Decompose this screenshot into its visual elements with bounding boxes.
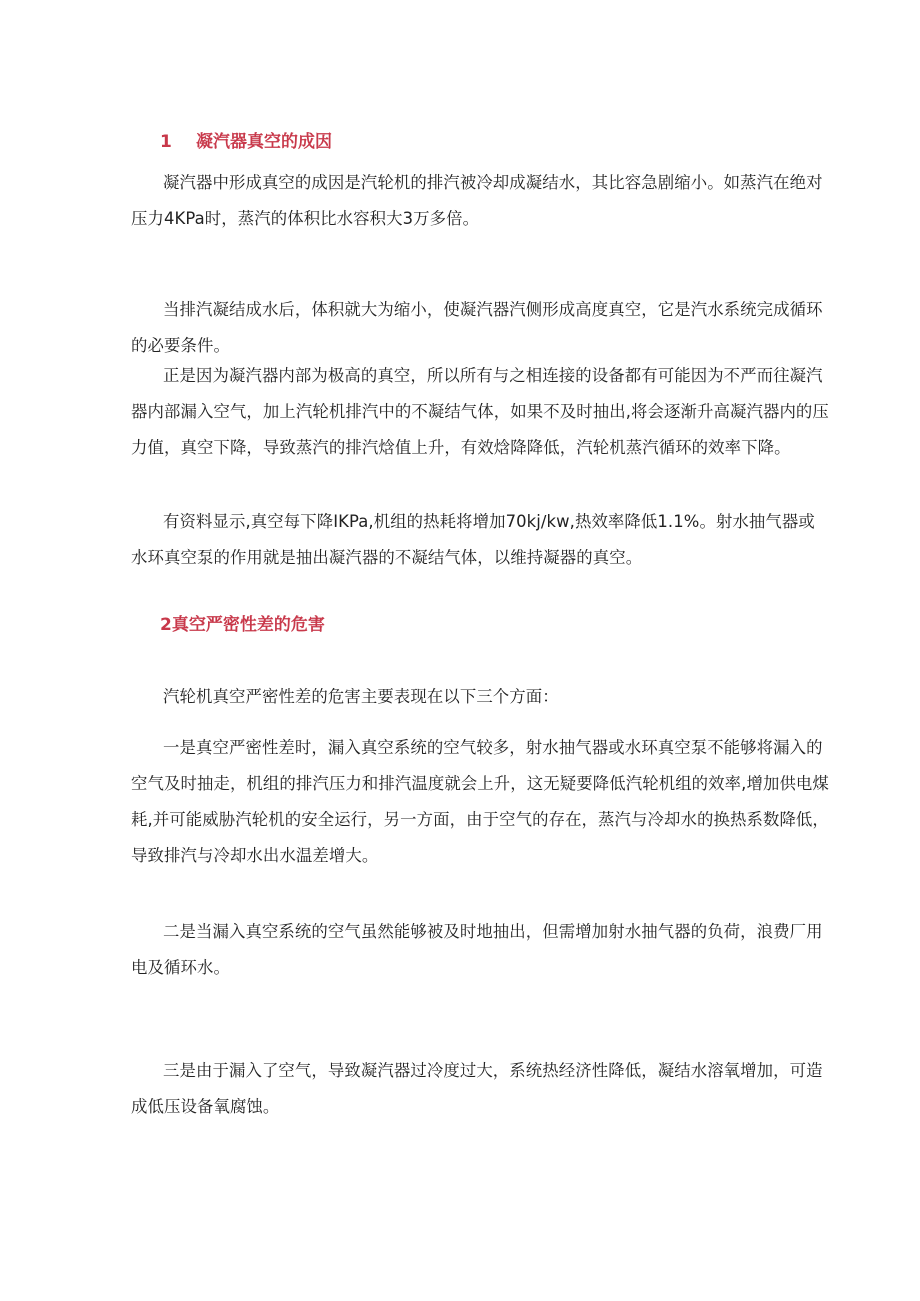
section-2-paragraph-1: 汽轮机真空严密性差的危害主要表现在以下三个方面： xyxy=(163,687,559,706)
section-1-paragraph-2: 当排汽凝结成水后，体积就大为缩小，使凝汽器汽侧形成高度真空，它是汽水系统完成循环的必要条件。 xyxy=(131,300,823,355)
section-1-paragraph-1: 凝汽器中形成真空的成因是汽轮机的排汽被冷却成凝结水，其比容急剧缩小。如蒸汽在绝对压力4KPa时，蒸汽的体积比水容积大3万多倍。 xyxy=(131,173,823,228)
section-2-paragraph-2: 一是真空严密性差时，漏入真空系统的空气较多，射水抽气器或水环真空泵不能够将漏入的空气及时抽走，机组的排汽压力和排汽温度就会上升，这无疑要降低汽轮机组的效率,增加供电煤耗,并可能威胁汽轮机的安全运行，另一方面，由于空气的存在，蒸汽与冷却水的换热系数降低，导致排汽与冷却水出水温差增大。 xyxy=(131,738,829,865)
section-1-title: 凝汽器真空的成因 xyxy=(196,132,332,152)
section-2-paragraph-4: 三是由于漏入了空气，导致凝汽器过冷度过大，系统热经济性降低，凝结水溶氧增加，可造成低压设备氧腐蚀。 xyxy=(131,1061,823,1116)
section-1-paragraph-4: 有资料显示,真空每下降IKPa,机组的热耗将增加70kj∕kw,热效率降低1.1%。射水抽气器或水环真空泵的作用就是抽出凝汽器的不凝结气体，以维持凝器的真空。 xyxy=(131,512,815,567)
section-2-paragraph-3: 二是当漏入真空系统的空气虽然能够被及时地抽出，但需增加射水抽气器的负荷，浪费厂用电及循环水。 xyxy=(131,922,823,977)
section-1-number: 1 xyxy=(160,132,172,152)
section-1-heading xyxy=(160,127,332,152)
section-1-paragraph-3: 正是因为凝汽器内部为极高的真空，所以所有与之相连接的设备都有可能因为不严而往凝汽器内部漏入空气，加上汽轮机排汽中的不凝结气体，如果不及时抽出,将会逐渐升高凝汽器内的压力值，真空下降，导致蒸汽的排汽焓值上升，有效焓降降低，汽轮机蒸汽循环的效率下降。 xyxy=(131,366,829,457)
section-2-heading: 2真空严密性差的危害 xyxy=(160,615,325,635)
